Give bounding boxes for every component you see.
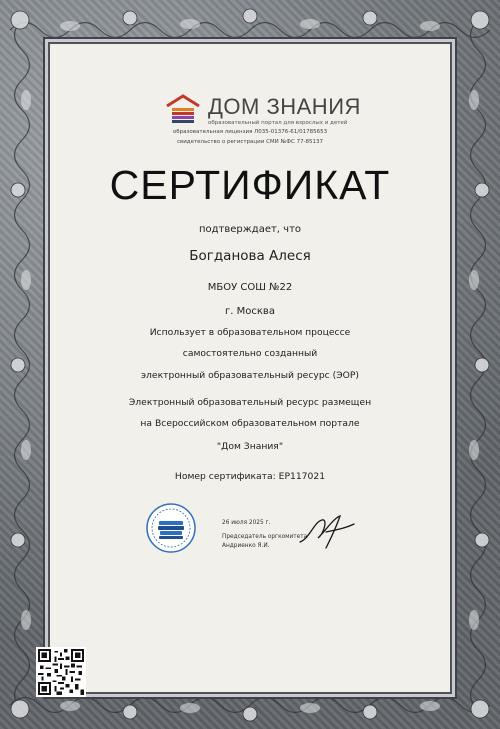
recipient-name: Богданова Алеся: [189, 248, 311, 264]
signer-role: Председатель оргкомитета: [222, 534, 308, 540]
house-books-icon: [164, 94, 202, 124]
placement-line: Электронный образовательный ресурс размещен: [128, 397, 372, 408]
school-name: МБОУ СОШ №22: [207, 282, 293, 293]
registration-text: свидетельство о регистрации СМИ №ФС 77-85137: [176, 139, 324, 145]
issue-date: 26 июля 2025 г.: [222, 520, 271, 526]
certificate-title: СЕРТИФИКАТ: [109, 162, 391, 208]
certificate-paper: [50, 44, 450, 692]
usage-line: Использует в образовательном процессе: [149, 327, 351, 338]
logo-name: ДОМ ЗНАНИЯ: [208, 94, 361, 119]
license-text: образовательная лицензия Л035-01376-61/01785653: [172, 129, 328, 135]
signer-name: Андриенко Я.И.: [222, 543, 270, 549]
usage-line: самостоятельно созданный: [182, 348, 318, 359]
usage-line: электронный образовательный ресурс (ЭОР): [141, 370, 359, 381]
confirms-text: подтверждает, что: [198, 224, 302, 235]
placement-line: "Дом Знания": [216, 441, 284, 452]
certificate-number: Номер сертификата: ЕР117021: [174, 471, 326, 482]
qr-code-icon: [36, 647, 86, 697]
stamp-books-icon: [145, 502, 197, 554]
logo-tagline: образовательный портал для взрослых и детей: [208, 120, 348, 126]
placement-line: на Всероссийском образовательном портале: [140, 418, 360, 429]
city-name: г. Москва: [225, 306, 275, 317]
signature-icon: [296, 512, 356, 552]
